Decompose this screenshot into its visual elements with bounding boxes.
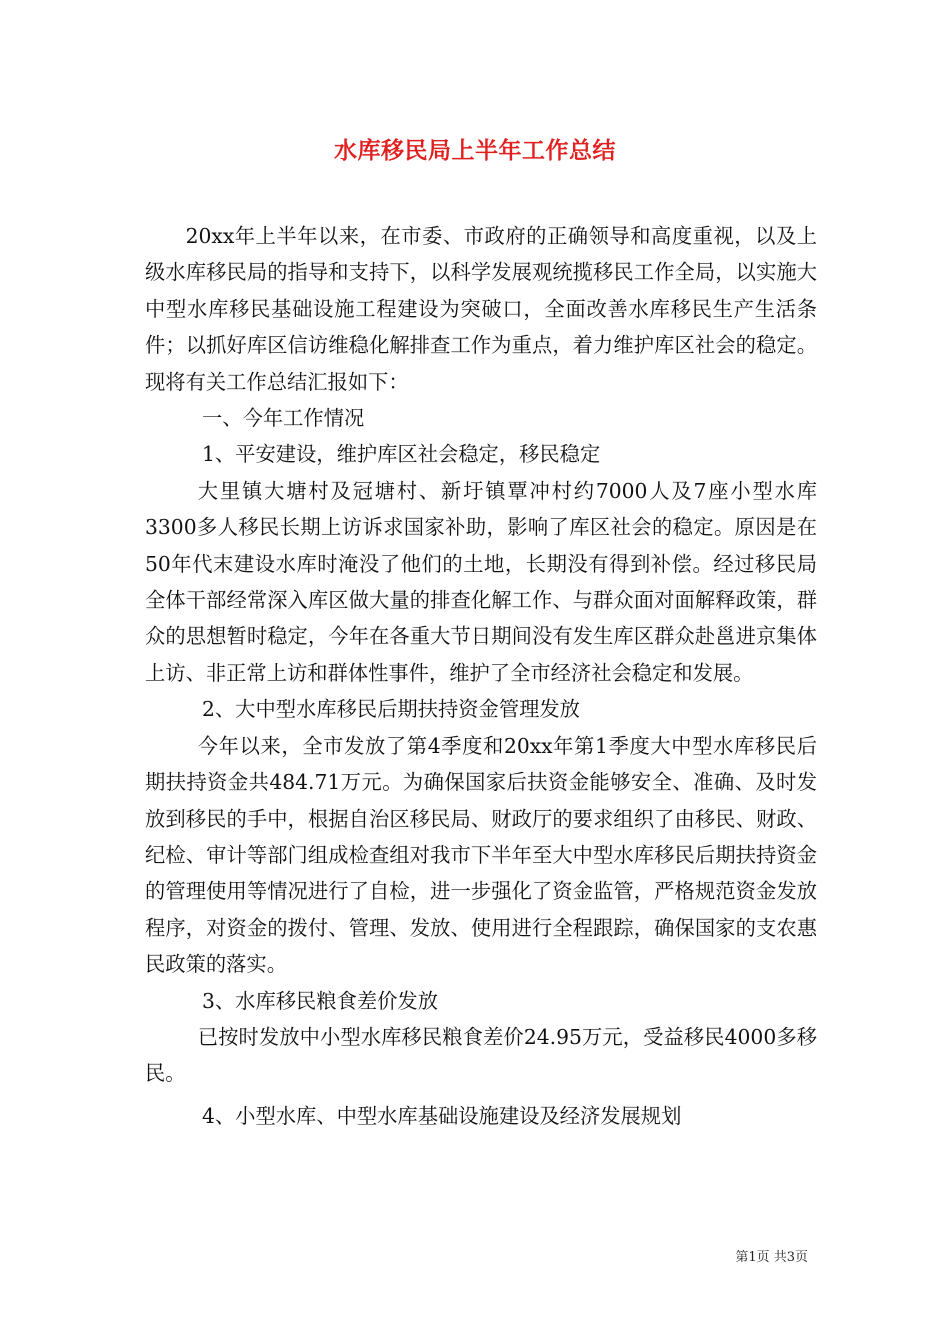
section-heading-1: 一、今年工作情况 xyxy=(202,406,365,431)
item-4-heading: 4、小型水库、中型水库基础设施建设及经济发展规划 xyxy=(202,1103,682,1128)
item-3-body: 已按时发放中小型水库移民粮食差价24.95万元，受益移民4000多移民。 xyxy=(145,1024,817,1086)
intro-paragraph: 20xx年上半年以来，在市委、市政府的正确领导和高度重视，以及上级水库移民局的指导和支持下，以科学发展观统揽移民工作全局，以实施大中型水库移民基础设施工程建设为突破口，全面改善水库移民生产生活条件；以抓好库区信访维稳化解排查工作为重点，着力维护库区社会的稳定。现将有关工作总结汇报如下： xyxy=(145,224,817,394)
page-number: 第1页 共3页 xyxy=(735,1250,808,1265)
item-3-heading: 3、水库移民粮食差价发放 xyxy=(202,988,438,1013)
item-1-body: 大里镇大塘村及冠塘村、新圩镇覃冲村约7000人及7座小型水库3300多人移民长期上访诉求国家补助，影响了库区社会的稳定。原因是在50年代末建设水库时淹没了他们的土地，长期没有得到补偿。经过移民局全体干部经常深入库区做大量的排查化解工作、与群众面对面解释政策，群众的思想暂时稳定，今年在各重大节日期间没有发生库区群众赴邕进京集体上访、非正常上访和群体性事件，维护了全市经济社会稳定和发展。 xyxy=(145,478,817,685)
document-title: 水库移民局上半年工作总结 xyxy=(334,137,616,164)
item-1-heading: 1、平安建设，维护库区社会稳定，移民稳定 xyxy=(202,442,601,467)
item-2-body: 今年以来，全市发放了第4季度和20xx年第1季度大中型水库移民后期扶持资金共484.71万元。为确保国家后扶资金能够安全、准确、及时发放到移民的手中，根据自治区移民局、财政厅的要求组织了由移民、财政、纪检、审计等部门组成检查组对我市下半年至大中型水库移民后期扶持资金的管理使用等情况进行了自检，进一步强化了资金监管，严格规范资金发放程序，对资金的拨付、管理、发放、使用进行全程跟踪，确保国家的支农惠民政策的落实。 xyxy=(145,733,817,977)
item-2-heading: 2、大中型水库移民后期扶持资金管理发放 xyxy=(202,697,580,722)
document-body xyxy=(145,218,817,1134)
